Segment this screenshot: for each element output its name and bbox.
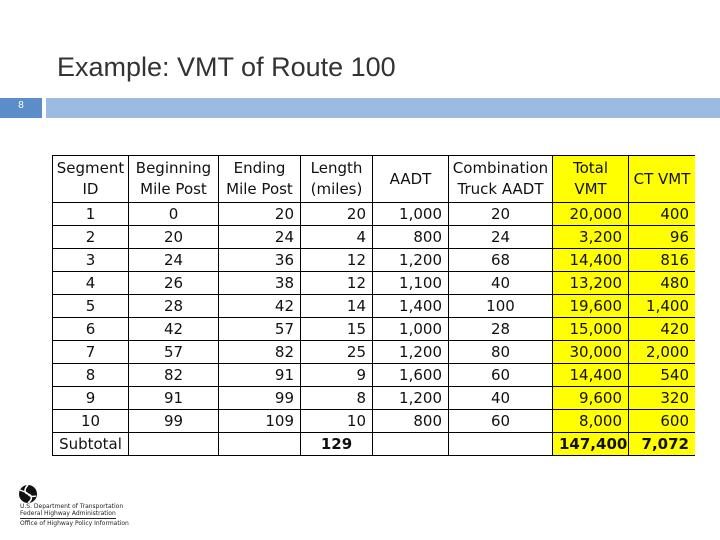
table-cell: 147,400: [553, 433, 629, 456]
table-cell: 60: [449, 410, 553, 433]
table-cell: 0: [129, 203, 219, 226]
table-cell: 80: [449, 341, 553, 364]
table-row: [53, 203, 696, 226]
table-cell: 91: [129, 387, 219, 410]
table-cell: 91: [219, 364, 301, 387]
table-cell: 800: [373, 226, 449, 249]
table-cell: 109: [219, 410, 301, 433]
table-cell: 10: [301, 410, 373, 433]
table-cell: 2: [53, 226, 129, 249]
table-cell: 1,200: [373, 249, 449, 272]
table-cell: 28: [129, 295, 219, 318]
agency-line-2: Federal Highway Administration: [20, 510, 116, 517]
table-cell: 25: [301, 341, 373, 364]
column-header-line: Length: [310, 159, 363, 177]
column-header-line: AADT: [389, 169, 432, 188]
table-cell: 8: [53, 364, 129, 387]
table-row: [53, 341, 696, 364]
table-cell: [449, 433, 553, 456]
table-cell: 24: [219, 226, 301, 249]
table-cell: 2,000: [629, 341, 696, 364]
table-cell: 100: [449, 295, 553, 318]
table-cell: 800: [373, 410, 449, 433]
table-cell: 9,600: [553, 387, 629, 410]
table-row: [53, 249, 696, 272]
accent-bar: [46, 98, 720, 118]
table-cell: 4: [53, 272, 129, 295]
column-header-line: Truck AADT: [457, 180, 544, 198]
table-cell: 36: [219, 249, 301, 272]
table-cell: 8,000: [553, 410, 629, 433]
table-cell: 26: [129, 272, 219, 295]
table-cell: 816: [629, 249, 696, 272]
table-cell: 57: [219, 318, 301, 341]
table-cell: 1,000: [373, 318, 449, 341]
column-header-line: Mile Post: [226, 180, 293, 198]
agency-line-3: Office of Highway Policy Information: [20, 520, 129, 527]
table-cell: 96: [629, 226, 696, 249]
column-header: [53, 156, 129, 203]
table-cell: 1,200: [373, 387, 449, 410]
table-cell: 40: [449, 387, 553, 410]
subtotal-row: [53, 433, 696, 456]
table-cell: 129: [301, 433, 373, 456]
table-cell: 4: [301, 226, 373, 249]
table-cell: 14,400: [553, 364, 629, 387]
table-cell: 9: [301, 364, 373, 387]
table-cell: 1,200: [373, 341, 449, 364]
table-cell: 19,600: [553, 295, 629, 318]
table-cell: 7,072: [629, 433, 696, 456]
table-cell: 20: [219, 203, 301, 226]
slide-title: Example: VMT of Route 100: [57, 52, 396, 82]
table-cell: 1,400: [629, 295, 696, 318]
column-header: [301, 156, 373, 203]
table-cell: 10: [53, 410, 129, 433]
table-cell: 60: [449, 364, 553, 387]
agency-line-1: U.S. Department of Transportation: [20, 503, 124, 510]
table-cell: 14: [301, 295, 373, 318]
table-cell: Subtotal: [53, 433, 129, 456]
column-header: [219, 156, 301, 203]
slide-number: 8: [18, 100, 24, 111]
table-cell: 20,000: [553, 203, 629, 226]
column-header: [373, 156, 449, 203]
table-cell: 320: [629, 387, 696, 410]
table-cell: 42: [219, 295, 301, 318]
table-cell: 30,000: [553, 341, 629, 364]
table-row: [53, 318, 696, 341]
table-cell: 24: [449, 226, 553, 249]
column-header-line: Segment: [56, 159, 125, 177]
vmt-table-container: [52, 155, 695, 457]
column-header-line: Mile Post: [140, 180, 207, 198]
usdot-triskelion-icon: [16, 484, 40, 504]
table-cell: 540: [629, 364, 696, 387]
column-header: [449, 156, 553, 203]
column-header-line: VMT: [574, 180, 607, 198]
table-row: [53, 364, 696, 387]
table-cell: 7: [53, 341, 129, 364]
column-header-line: Ending: [233, 159, 286, 177]
table-cell: 1,100: [373, 272, 449, 295]
table-row: [53, 295, 696, 318]
table-cell: 1: [53, 203, 129, 226]
table-cell: 5: [53, 295, 129, 318]
table-cell: 38: [219, 272, 301, 295]
table-cell: 68: [449, 249, 553, 272]
table-row: [53, 226, 696, 249]
table-cell: 3,200: [553, 226, 629, 249]
table-cell: [129, 433, 219, 456]
table-cell: 24: [129, 249, 219, 272]
table-row: [53, 410, 696, 433]
column-header: [129, 156, 219, 203]
table-cell: 3: [53, 249, 129, 272]
column-header: [629, 156, 696, 203]
table-row: [53, 387, 696, 410]
table-cell: 6: [53, 318, 129, 341]
table-cell: 9: [53, 387, 129, 410]
table-cell: 420: [629, 318, 696, 341]
table-cell: 600: [629, 410, 696, 433]
table-cell: 1,400: [373, 295, 449, 318]
table-cell: 8: [301, 387, 373, 410]
table-row: [53, 272, 696, 295]
table-cell: 12: [301, 272, 373, 295]
table-header-row: [53, 156, 696, 203]
column-header-line: ID: [82, 180, 99, 198]
vmt-table: [52, 155, 695, 456]
table-cell: 15: [301, 318, 373, 341]
column-header-line: Total: [572, 159, 609, 177]
table-cell: 20: [129, 226, 219, 249]
table-cell: 28: [449, 318, 553, 341]
table-cell: [219, 433, 301, 456]
table-cell: 15,000: [553, 318, 629, 341]
table-cell: 82: [219, 341, 301, 364]
agency-divider: [20, 518, 116, 519]
table-cell: 13,200: [553, 272, 629, 295]
table-cell: [373, 433, 449, 456]
table-cell: 480: [629, 272, 696, 295]
table-cell: 99: [219, 387, 301, 410]
table-cell: 12: [301, 249, 373, 272]
table-body: [53, 203, 696, 456]
table-cell: 42: [129, 318, 219, 341]
table-cell: 1,600: [373, 364, 449, 387]
table-cell: 57: [129, 341, 219, 364]
table-cell: 99: [129, 410, 219, 433]
column-header-line: CT VMT: [633, 169, 691, 188]
agency-block: [20, 503, 129, 527]
table-cell: 14,400: [553, 249, 629, 272]
table-cell: 40: [449, 272, 553, 295]
column-header-line: Beginning: [135, 159, 212, 177]
table-cell: 20: [449, 203, 553, 226]
column-header-line: (miles): [310, 180, 363, 198]
table-cell: 1,000: [373, 203, 449, 226]
table-cell: 82: [129, 364, 219, 387]
table-cell: 20: [301, 203, 373, 226]
table-cell: 400: [629, 203, 696, 226]
column-header-line: Combination: [452, 159, 549, 177]
column-header: [553, 156, 629, 203]
